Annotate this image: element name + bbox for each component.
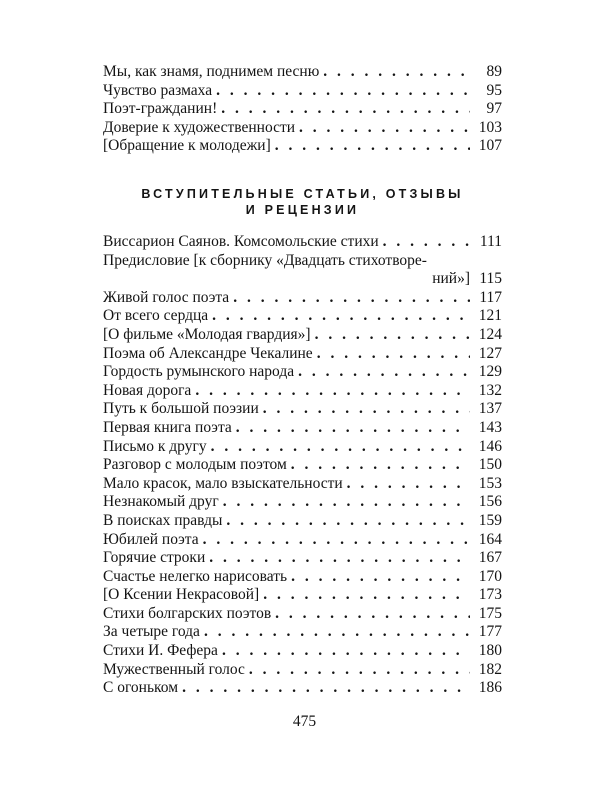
toc-entry: [103, 252, 502, 271]
dot-leader: [211, 438, 470, 457]
toc-entry-title: Предисловие [к сборнику «Двадцать стихотворе-: [103, 251, 427, 269]
section-heading-line-2: И РЕЦЕНЗИИ: [245, 203, 360, 217]
dot-leader: [263, 586, 470, 605]
toc-entry-page: 97: [486, 100, 502, 118]
toc-entry: [103, 419, 502, 438]
toc-entry: [103, 531, 502, 550]
toc-entry: [103, 307, 502, 326]
toc-entry-title: Поэма об Александре Чекалине: [103, 344, 313, 362]
toc-entry: [103, 63, 502, 82]
toc-entry-title: Доверие к художественности: [103, 118, 296, 136]
toc-entry-page: 124: [478, 325, 502, 343]
page-number: 475: [292, 713, 317, 730]
toc-entry: [103, 642, 502, 661]
dot-leader: [263, 400, 470, 419]
toc-entry-title: Мужественный голос: [103, 660, 245, 678]
toc-entry-page: 127: [478, 344, 502, 362]
toc-entry-page: 177: [478, 623, 502, 641]
toc-entry-page: 117: [479, 288, 502, 306]
toc-entry-page: 89: [486, 63, 502, 80]
toc-entry: [103, 549, 502, 568]
dot-leader: [291, 456, 470, 475]
toc-entry-title: Новая дорога: [103, 381, 192, 399]
dot-leader: [299, 119, 470, 138]
dot-leader: [317, 345, 470, 364]
toc-entry-title: ний»]: [432, 270, 470, 288]
toc-entry: [103, 100, 502, 119]
dot-leader: [291, 568, 470, 587]
toc-entry-title: Мы, как знамя, поднимем песню: [103, 63, 320, 80]
toc-entry: [103, 119, 502, 138]
section-heading: [103, 186, 502, 218]
toc-entry-title: Мало красок, мало взыскательности: [103, 474, 343, 492]
toc-entry-page: 153: [478, 474, 502, 492]
toc-entry-title: От всего сердца: [103, 307, 209, 325]
toc-entry-page: 156: [478, 493, 502, 511]
toc-entry-page: 129: [478, 363, 502, 381]
toc-entry: [103, 586, 502, 605]
toc-entry: [103, 363, 502, 382]
dot-leader: [323, 63, 470, 82]
toc-entry-page: 173: [478, 586, 502, 604]
toc-entry-continuation: [103, 270, 502, 289]
toc-entry-title: [Обращение к молодежи]: [103, 137, 271, 155]
dot-leader: [195, 382, 470, 401]
toc-section-articles: [103, 233, 502, 698]
toc-entry-title: Горячие строки: [103, 549, 206, 567]
toc-entry-title: Счастье нелегко нарисовать: [103, 567, 288, 585]
section-heading-line-1: ВСТУПИТЕЛЬНЫЕ СТАТЬИ, ОТЗЫВЫ: [141, 187, 464, 201]
toc-entry-title: Письмо к другу: [103, 437, 207, 455]
dot-leader: [275, 137, 470, 156]
toc-entry-title: Первая книга поэта: [103, 418, 232, 436]
toc-entry: [103, 400, 502, 419]
toc-entry: [103, 605, 502, 624]
toc-entry-title: Живой голос поэта: [103, 288, 230, 306]
toc-entry: [103, 512, 502, 531]
dot-leader: [203, 531, 470, 550]
dot-leader: [223, 493, 470, 512]
dot-leader: [236, 419, 470, 438]
toc-entry-page: 170: [478, 567, 502, 585]
toc-entry: [103, 679, 502, 698]
toc-entry-page: 180: [478, 642, 502, 660]
toc-entry-page: 167: [478, 549, 502, 567]
toc-entry-title: В поисках правды: [103, 511, 223, 529]
toc-entry-title: Незнакомый друг: [103, 493, 219, 511]
toc-section-poems: [103, 63, 502, 156]
toc-entry: [103, 456, 502, 475]
toc-entry-page: 159: [478, 511, 502, 529]
toc-entry-title: Виссарион Саянов. Комсомольские стихи: [103, 233, 379, 250]
toc-entry-page: 132: [478, 381, 502, 399]
toc-entry-page: 111: [479, 233, 502, 250]
toc-entry-page: 115: [479, 270, 502, 288]
toc-entry-page: 143: [478, 418, 502, 436]
toc-entry-title: [О Ксении Некрасовой]: [103, 586, 260, 604]
toc-entry-page: 150: [478, 456, 502, 474]
toc-entry-page: 137: [478, 400, 502, 418]
toc-entry: [103, 137, 502, 156]
toc-entry-page: 186: [478, 679, 502, 697]
toc-entry: [103, 233, 502, 252]
toc-entry: [103, 345, 502, 364]
toc-entry-page: 121: [478, 307, 502, 325]
toc-entry-page: 182: [478, 660, 502, 678]
toc-entry-title: Стихи И. Фефера: [103, 642, 218, 660]
toc-entry-title: [О фильме «Молодая гвардия»]: [103, 325, 311, 343]
toc-entry: [103, 289, 502, 308]
toc-entry: [103, 326, 502, 345]
toc-entry-title: Юбилей поэта: [103, 530, 199, 548]
toc-entry: [103, 82, 502, 101]
toc-entry-title: Гордость румынского народа: [103, 363, 295, 381]
toc-entry-title: Путь к большой поэзии: [103, 400, 259, 418]
toc-entry-page: 175: [478, 604, 502, 622]
dot-leader: [275, 605, 470, 624]
toc-entry-title: С огоньком: [103, 679, 179, 697]
toc-entry-title: Поэт-гражданин!: [103, 100, 218, 118]
toc-entry-page: 107: [478, 137, 502, 155]
dot-leader: [233, 289, 470, 308]
dot-leader: [204, 623, 470, 642]
toc-entry-page: 146: [478, 437, 502, 455]
dot-leader: [209, 549, 470, 568]
toc-entry-page: 95: [486, 81, 502, 99]
toc-entry: [103, 623, 502, 642]
toc-entry-page: 103: [478, 118, 502, 136]
toc-entry-page: 164: [478, 530, 502, 548]
dot-leader: [298, 363, 470, 382]
dot-leader: [347, 475, 470, 494]
dot-leader: [216, 82, 470, 101]
dot-leader: [182, 679, 470, 698]
dot-leader: [221, 100, 470, 119]
dot-leader: [383, 233, 470, 252]
dot-leader: [226, 512, 470, 531]
toc-entry: [103, 568, 502, 587]
toc-entry-title: Стихи болгарских поэтов: [103, 604, 272, 622]
toc-entry-title: Разговор с молодым поэтом: [103, 456, 287, 474]
toc-entry: [103, 661, 502, 680]
toc-entry-title: Чувство размаха: [103, 81, 213, 99]
toc-entry: [103, 493, 502, 512]
dot-leader: [315, 326, 470, 345]
toc-entry: [103, 382, 502, 401]
toc-entry: [103, 475, 502, 494]
dot-leader: [249, 661, 470, 680]
toc-entry-title: За четыре года: [103, 623, 200, 641]
toc-entry: [103, 438, 502, 457]
dot-leader: [222, 642, 470, 661]
dot-leader: [212, 307, 470, 326]
